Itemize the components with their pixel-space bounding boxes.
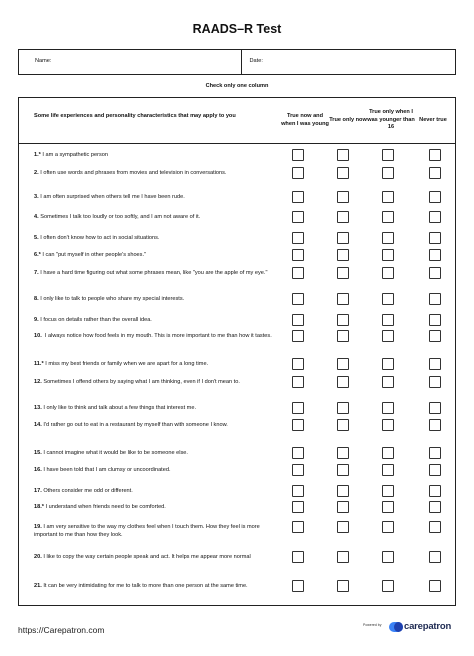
checkbox-never-true[interactable] xyxy=(429,447,441,459)
checkbox-never-true[interactable] xyxy=(429,551,441,563)
checkbox-never-true[interactable] xyxy=(429,232,441,244)
checkbox-only-now[interactable] xyxy=(337,376,349,388)
item-text xyxy=(34,553,281,561)
page-title: RAADS–R Test xyxy=(192,22,282,36)
item-statement: Sometimes I talk too loudly or too softly, and I am not aware of it. xyxy=(38,214,201,220)
checkbox-now-and-young[interactable] xyxy=(292,376,304,388)
checkbox-never-true[interactable] xyxy=(429,402,441,414)
checkbox-now-and-young[interactable] xyxy=(292,580,304,592)
checkbox-now-and-young[interactable] xyxy=(292,358,304,370)
item-statement: I can "put myself in other people's shoes." xyxy=(40,252,147,258)
checkbox-only-younger[interactable] xyxy=(382,267,394,279)
item-statement: I often don't know how to act in social situations. xyxy=(38,235,160,241)
item-statement: I always notice how food feels in my mouth. This is more important to me than how it tastes. xyxy=(41,333,272,339)
checkbox-now-and-young[interactable] xyxy=(292,167,304,179)
checkbox-never-true[interactable] xyxy=(429,464,441,476)
checkbox-now-and-young[interactable] xyxy=(292,314,304,326)
checkbox-only-younger[interactable] xyxy=(382,358,394,370)
checkbox-now-and-young[interactable] xyxy=(292,232,304,244)
checkbox-now-and-young[interactable] xyxy=(292,149,304,161)
item-statement: It can be very intimidating for me to talk to more than one person at the same time. xyxy=(41,583,248,589)
item-statement: Others consider me odd or different. xyxy=(41,488,133,494)
checkbox-never-true[interactable] xyxy=(429,211,441,223)
checkbox-only-now[interactable] xyxy=(337,167,349,179)
checkbox-only-now[interactable] xyxy=(337,447,349,459)
checkbox-only-younger[interactable] xyxy=(382,521,394,533)
checkbox-now-and-young[interactable] xyxy=(292,211,304,223)
item-text xyxy=(34,404,281,412)
checkbox-now-and-young[interactable] xyxy=(292,501,304,513)
item-number: 21. xyxy=(34,583,42,589)
item-number: 13. xyxy=(34,405,42,411)
checkbox-never-true[interactable] xyxy=(429,249,441,261)
item-number: 8. xyxy=(34,296,39,302)
item-statement: I understand when friends need to be comforted. xyxy=(43,504,166,510)
carepatron-brand: carepatron xyxy=(404,621,452,632)
column-header-only-younger: True only when I was younger than 16 xyxy=(367,109,415,131)
checkbox-only-now[interactable] xyxy=(337,191,349,203)
checkbox-now-and-young[interactable] xyxy=(292,521,304,533)
checkbox-never-true[interactable] xyxy=(429,419,441,431)
checkbox-only-younger[interactable] xyxy=(382,447,394,459)
item-number: 11.* xyxy=(34,361,44,367)
item-number: 16. xyxy=(34,467,42,473)
item-number: 1.* xyxy=(34,152,41,158)
checkbox-only-younger[interactable] xyxy=(382,249,394,261)
item-statement: I focus on details rather than the overall idea. xyxy=(38,317,152,323)
checkbox-only-now[interactable] xyxy=(337,293,349,305)
item-number: 20. xyxy=(34,554,42,560)
checkbox-only-younger[interactable] xyxy=(382,330,394,342)
checkbox-only-now[interactable] xyxy=(337,330,349,342)
item-number: 9. xyxy=(34,317,39,323)
checkbox-never-true[interactable] xyxy=(429,358,441,370)
checkbox-now-and-young[interactable] xyxy=(292,464,304,476)
checkbox-only-younger[interactable] xyxy=(382,376,394,388)
item-number: 2. xyxy=(34,170,39,176)
checkbox-now-and-young[interactable] xyxy=(292,267,304,279)
checkbox-now-and-young[interactable] xyxy=(292,249,304,261)
item-text xyxy=(34,169,281,177)
checkbox-only-now[interactable] xyxy=(337,521,349,533)
checkbox-never-true[interactable] xyxy=(429,330,441,342)
checkbox-only-now[interactable] xyxy=(337,551,349,563)
checkbox-only-younger[interactable] xyxy=(382,191,394,203)
item-statement: I often use words and phrases from movies and television in conversations. xyxy=(38,170,227,176)
checkbox-only-younger[interactable] xyxy=(382,149,394,161)
item-text xyxy=(34,251,281,259)
checkbox-never-true[interactable] xyxy=(429,580,441,592)
item-number: 4. xyxy=(34,214,39,220)
checkbox-now-and-young[interactable] xyxy=(292,402,304,414)
name-field[interactable] xyxy=(19,50,241,74)
checkbox-only-now[interactable] xyxy=(337,267,349,279)
item-text xyxy=(34,316,281,324)
item-number: 5. xyxy=(34,235,39,241)
item-text xyxy=(34,523,281,540)
checkbox-never-true[interactable] xyxy=(429,501,441,513)
date-label: Date: xyxy=(249,58,263,64)
name-date-box xyxy=(18,49,456,75)
item-text xyxy=(34,378,281,386)
checkbox-never-true[interactable] xyxy=(429,167,441,179)
checkbox-only-now[interactable] xyxy=(337,358,349,370)
item-statement: I have a hard time figuring out what some phrases mean, like "you are the apple of my eye." xyxy=(38,270,268,276)
checkbox-never-true[interactable] xyxy=(429,376,441,388)
checkbox-never-true[interactable] xyxy=(429,314,441,326)
checkbox-only-younger[interactable] xyxy=(382,211,394,223)
checkbox-only-younger[interactable] xyxy=(382,314,394,326)
item-text xyxy=(34,193,281,201)
checkbox-only-younger[interactable] xyxy=(382,501,394,513)
item-statement: Sometimes I offend others by saying what I am thinking, even if I don't mean to. xyxy=(41,379,240,385)
checkbox-now-and-young[interactable] xyxy=(292,551,304,563)
item-statement: I am a sympathetic person xyxy=(40,152,108,158)
carepatron-link[interactable]: https://Carepatron.com xyxy=(18,625,105,635)
name-label: Name: xyxy=(35,58,52,64)
checkbox-only-younger[interactable] xyxy=(382,464,394,476)
checkbox-only-now[interactable] xyxy=(337,314,349,326)
item-number: 6.* xyxy=(34,252,41,258)
item-text xyxy=(34,487,281,495)
item-text xyxy=(34,503,281,511)
checkbox-never-true[interactable] xyxy=(429,267,441,279)
item-text xyxy=(34,360,281,368)
checkbox-never-true[interactable] xyxy=(429,149,441,161)
carepatron-logo-icon xyxy=(389,622,403,632)
item-number: 3. xyxy=(34,194,39,200)
item-number: 18.* xyxy=(34,504,44,510)
column-header-never-true: Never true xyxy=(419,116,447,123)
item-text xyxy=(34,466,281,474)
item-statement: I like to copy the way certain people speak and act. It helps me appear more normal xyxy=(41,554,251,560)
item-number: 7. xyxy=(34,270,39,276)
checkbox-only-now[interactable] xyxy=(337,485,349,497)
column-header-only-now: True only now xyxy=(329,116,367,123)
item-number: 19. xyxy=(34,524,42,530)
checkbox-only-now[interactable] xyxy=(337,249,349,261)
checkbox-now-and-young[interactable] xyxy=(292,191,304,203)
item-text xyxy=(34,582,281,590)
checkbox-only-younger[interactable] xyxy=(382,580,394,592)
checkbox-now-and-young[interactable] xyxy=(292,293,304,305)
item-text xyxy=(34,295,281,303)
item-text xyxy=(34,213,281,221)
powered-by-label: Powered by xyxy=(363,623,382,627)
item-number: 17. xyxy=(34,488,42,494)
checkbox-now-and-young[interactable] xyxy=(292,447,304,459)
checkbox-only-now[interactable] xyxy=(337,501,349,513)
item-number: 15. xyxy=(34,450,42,456)
item-statement: I have been told that I am clumsy or uncoordinated. xyxy=(41,467,171,473)
checkbox-never-true[interactable] xyxy=(429,485,441,497)
checkbox-only-now[interactable] xyxy=(337,232,349,244)
item-statement: I'd rather go out to eat in a restaurant by myself than with someone I know. xyxy=(41,422,228,428)
checkbox-only-now[interactable] xyxy=(337,211,349,223)
checkbox-never-true[interactable] xyxy=(429,521,441,533)
item-text xyxy=(34,269,281,277)
checkbox-now-and-young[interactable] xyxy=(292,419,304,431)
checkbox-only-younger[interactable] xyxy=(382,419,394,431)
questionnaire-table xyxy=(18,97,456,606)
checkbox-now-and-young[interactable] xyxy=(292,485,304,497)
table-header xyxy=(19,98,455,144)
item-text xyxy=(34,332,281,340)
checkbox-only-now[interactable] xyxy=(337,149,349,161)
item-text xyxy=(34,449,281,457)
item-number: 10. xyxy=(34,333,42,339)
item-text xyxy=(34,151,281,159)
instruction-text: Check only one column xyxy=(205,83,269,89)
checkbox-only-younger[interactable] xyxy=(382,167,394,179)
checkbox-only-younger[interactable] xyxy=(382,232,394,244)
item-statement: I am often surprised when others tell me I have been rude. xyxy=(38,194,185,200)
item-statement: I only like to think and talk about a few things that interest me. xyxy=(41,405,197,411)
checkbox-only-younger[interactable] xyxy=(382,293,394,305)
checkbox-only-now[interactable] xyxy=(337,419,349,431)
description-header: Some life experiences and personality characteristics that may apply to you xyxy=(34,113,236,119)
item-statement: I miss my best friends or family when we are apart for a long time. xyxy=(43,361,209,367)
checkbox-only-now[interactable] xyxy=(337,464,349,476)
item-statement: I only like to talk to people who share my special interests. xyxy=(38,296,185,302)
item-number: 12. xyxy=(34,379,42,385)
checkbox-never-true[interactable] xyxy=(429,191,441,203)
checkbox-only-younger[interactable] xyxy=(382,485,394,497)
checkbox-only-younger[interactable] xyxy=(382,551,394,563)
item-statement: I cannot imagine what it would be like to be someone else. xyxy=(41,450,188,456)
checkbox-now-and-young[interactable] xyxy=(292,330,304,342)
item-text xyxy=(34,234,281,242)
item-number: 14. xyxy=(34,422,42,428)
item-statement: I am very sensitive to the way my clothes feel when I touch them. How they feel is more important to me than how they look. xyxy=(34,524,262,539)
checkbox-never-true[interactable] xyxy=(429,293,441,305)
checkbox-only-now[interactable] xyxy=(337,402,349,414)
checkbox-only-now[interactable] xyxy=(337,580,349,592)
checkbox-only-younger[interactable] xyxy=(382,402,394,414)
date-field[interactable] xyxy=(241,50,456,74)
column-header-now-and-young: True now and when I was young xyxy=(281,112,329,127)
item-text xyxy=(34,421,281,429)
